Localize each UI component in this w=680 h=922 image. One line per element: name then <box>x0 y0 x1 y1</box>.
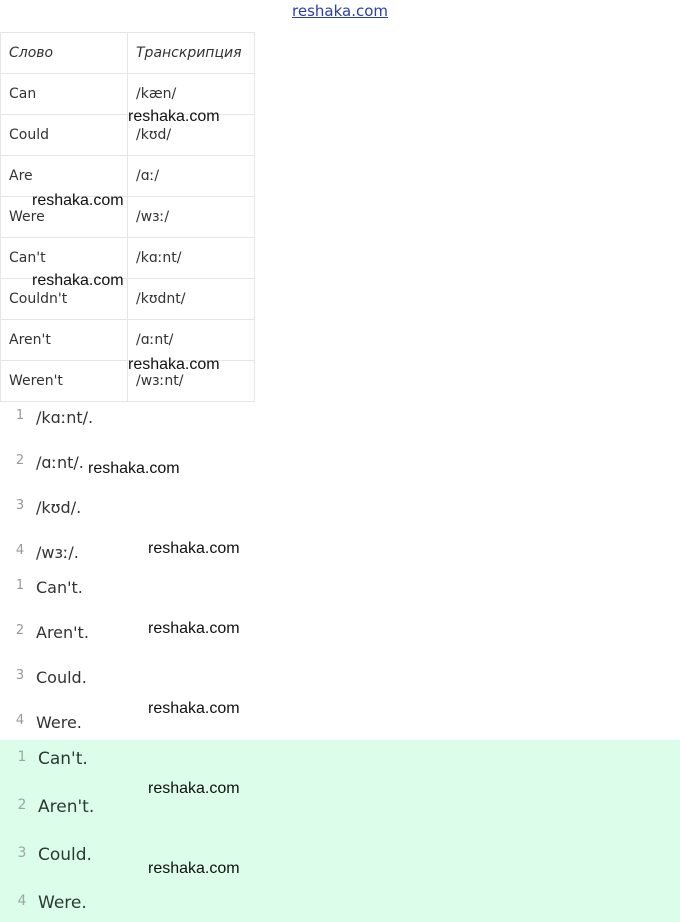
watermark: reshaka.com <box>148 540 240 557</box>
item-number: 1 <box>17 749 27 765</box>
item-number: 1 <box>15 408 25 423</box>
transcription-cell: /kʊdnt/ <box>128 279 255 320</box>
item-number: 3 <box>15 498 25 513</box>
word-cell: Weren't <box>1 361 128 402</box>
word-cell: Aren't <box>1 320 128 361</box>
word-cell: Are <box>1 156 128 197</box>
transcription-cell: /wɜː/ <box>128 197 255 238</box>
transcription-cell: /ɑː/ <box>128 156 255 197</box>
watermark: reshaka.com <box>148 620 240 637</box>
item-number: 4 <box>17 893 27 909</box>
item-number: 3 <box>15 668 25 683</box>
item-text: /kʊd/. <box>36 498 82 517</box>
table-row <box>1 156 255 197</box>
word-cell: Could <box>1 115 128 156</box>
item-text: /wɜː/. <box>36 543 79 562</box>
item-number: 1 <box>15 578 25 593</box>
item-number: 2 <box>17 797 27 813</box>
item-text: Can't. <box>38 749 88 769</box>
word-cell: Can <box>1 74 128 115</box>
table-row <box>1 320 255 361</box>
item-number: 4 <box>15 543 25 558</box>
word-cell: Were <box>1 197 128 238</box>
watermark: reshaka.com <box>128 108 220 125</box>
answer-box <box>0 740 680 922</box>
transcription-cell: /kæn/ <box>128 74 255 115</box>
site-link[interactable]: reshaka.com <box>292 2 388 20</box>
item-text: /ɑːnt/. <box>36 453 84 472</box>
item-text: Could. <box>36 668 87 687</box>
watermark: reshaka.com <box>88 460 180 477</box>
item-text: Could. <box>38 845 92 865</box>
item-number: 2 <box>15 623 25 638</box>
watermark: reshaka.com <box>148 780 240 797</box>
watermark: reshaka.com <box>148 700 240 717</box>
item-text: Were. <box>36 713 82 732</box>
item-number: 3 <box>17 845 27 861</box>
transcription-cell: /kɑːnt/ <box>128 238 255 279</box>
table-header-row <box>1 33 255 74</box>
item-number: 4 <box>15 713 25 728</box>
transcription-cell: /kʊd/ <box>128 115 255 156</box>
transcription-cell: /wɜːnt/ <box>128 361 255 402</box>
watermark: reshaka.com <box>32 272 124 289</box>
watermark: reshaka.com <box>32 192 124 209</box>
item-text: /kɑːnt/. <box>36 408 94 427</box>
words-table <box>0 32 255 402</box>
item-text: Aren't. <box>36 623 89 642</box>
word-cell: Couldn't <box>1 279 128 320</box>
item-text: Can't. <box>36 578 83 597</box>
transcription-cell: /ɑːnt/ <box>128 320 255 361</box>
watermark: reshaka.com <box>128 356 220 373</box>
item-number: 2 <box>15 453 25 468</box>
column-header-transcription: Транскрипция <box>128 33 255 74</box>
item-text: Aren't. <box>38 797 95 817</box>
item-text: Were. <box>38 893 87 913</box>
word-cell: Can't <box>1 238 128 279</box>
watermark: reshaka.com <box>148 860 240 877</box>
column-header-word: Слово <box>1 33 128 74</box>
